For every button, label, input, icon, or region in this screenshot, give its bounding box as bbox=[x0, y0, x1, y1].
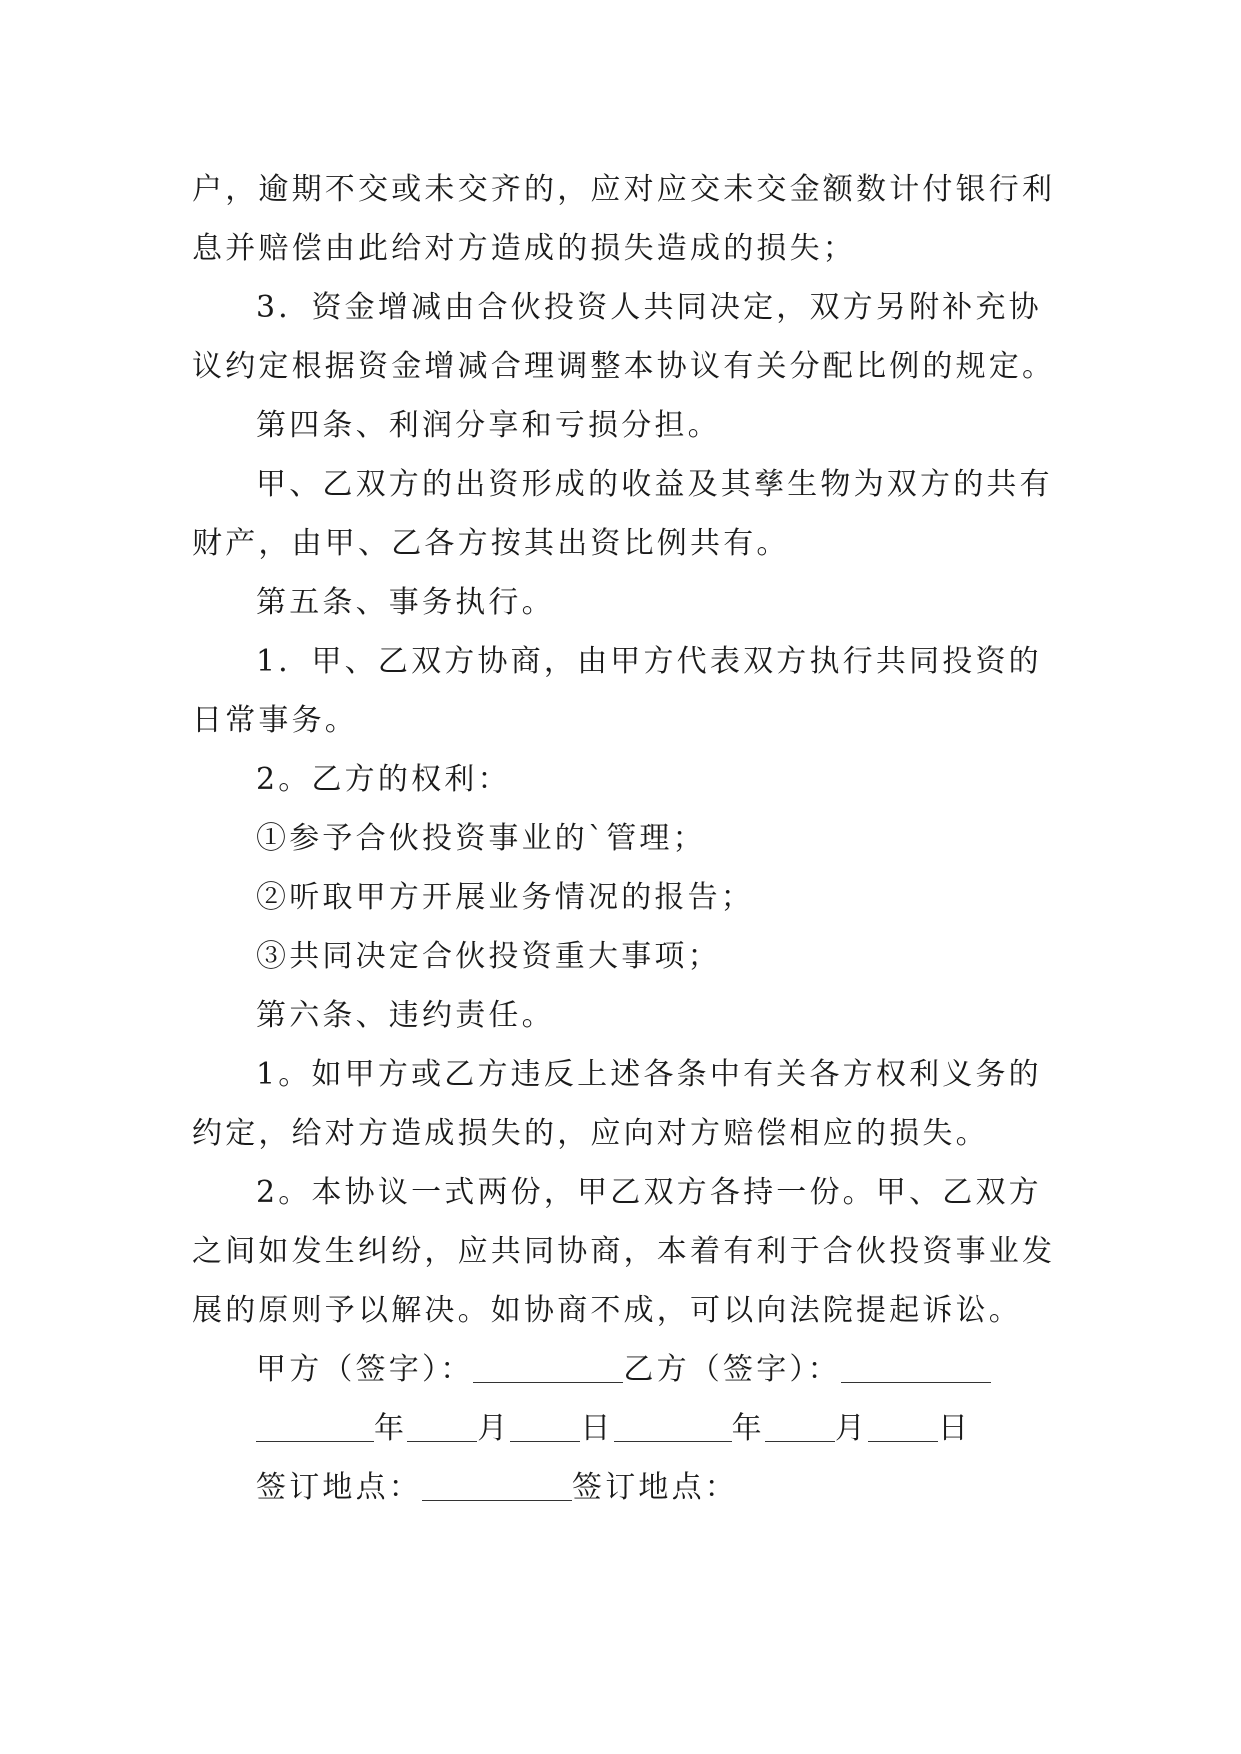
paragraph-line: 财产，由甲、乙各方按其出资比例共有。 bbox=[192, 526, 790, 561]
month-blank-a bbox=[407, 1407, 477, 1442]
month-blank-b bbox=[765, 1407, 835, 1442]
day-label-a: 日 bbox=[580, 1411, 614, 1446]
list-item: ②听取甲方开展业务情况的报告； bbox=[256, 880, 754, 915]
list-item: ③共同决定合伙投资重大事项； bbox=[256, 939, 721, 974]
day-label-b: 日 bbox=[938, 1411, 972, 1446]
month-label-b: 月 bbox=[834, 1411, 869, 1446]
list-item: ①参予合伙投资事业的`管理； bbox=[256, 821, 706, 856]
party-b-sign-label: 乙方（签字）： bbox=[623, 1352, 841, 1387]
paragraph-line: 2。乙方的权利： bbox=[256, 762, 511, 797]
day-blank-b bbox=[868, 1407, 938, 1442]
paragraph-line: 约定，给对方造成损失的，应向对方赔偿相应的损失。 bbox=[192, 1116, 989, 1151]
month-label-a: 月 bbox=[477, 1411, 511, 1446]
party-b-sign-blank bbox=[841, 1348, 991, 1383]
party-a-sign-blank bbox=[473, 1348, 623, 1383]
paragraph-line: 2。本协议一式两份，甲乙双方各持一份。甲、乙双方 bbox=[256, 1175, 1042, 1210]
place-line bbox=[192, 1458, 1062, 1517]
place-label-a: 签订地点： bbox=[256, 1470, 422, 1505]
place-label-b: 签订地点： bbox=[572, 1470, 738, 1505]
place-blank-a bbox=[422, 1466, 572, 1501]
year-label-a: 年 bbox=[374, 1411, 408, 1446]
party-a-sign-label: 甲方（签字）： bbox=[256, 1352, 474, 1387]
paragraph-line: 甲、乙双方的出资形成的收益及其孳生物为双方的共有 bbox=[256, 467, 1053, 502]
year-blank-b bbox=[614, 1407, 732, 1442]
signature-line bbox=[192, 1340, 1062, 1399]
year-blank-a bbox=[256, 1407, 374, 1442]
paragraph-line: 展的原则予以解决。如协商不成，可以向法院提起诉讼。 bbox=[192, 1293, 1022, 1328]
day-blank-a bbox=[510, 1407, 580, 1442]
paragraph-line: 户，逾期不交或未交齐的，应对应交未交金额数计付银行利 bbox=[192, 172, 1056, 207]
date-line bbox=[192, 1399, 1062, 1458]
paragraph-line: 议约定根据资金增减合理调整本协议有关分配比例的规定。 bbox=[192, 349, 1056, 384]
document-body bbox=[192, 160, 1062, 1517]
section-heading: 第四条、利润分享和亏损分担。 bbox=[256, 408, 721, 443]
year-label-b: 年 bbox=[731, 1411, 765, 1446]
paragraph-line: 1。如甲方或乙方违反上述各条中有关各方权利义务的 bbox=[256, 1057, 1042, 1092]
section-heading: 第五条、事务执行。 bbox=[256, 585, 555, 620]
paragraph-line: 息并赔偿由此给对方造成的损失造成的损失； bbox=[192, 231, 856, 266]
section-heading: 第六条、违约责任。 bbox=[256, 998, 555, 1033]
paragraph-line: 3．资金增减由合伙投资人共同决定，双方另附补充协 bbox=[256, 290, 1042, 325]
paragraph-line: 1．甲、乙双方协商，由甲方代表双方执行共同投资的 bbox=[256, 644, 1042, 679]
paragraph-line: 日常事务。 bbox=[192, 703, 358, 738]
paragraph-line: 之间如发生纠纷，应共同协商，本着有利于合伙投资事业发 bbox=[192, 1234, 1056, 1269]
